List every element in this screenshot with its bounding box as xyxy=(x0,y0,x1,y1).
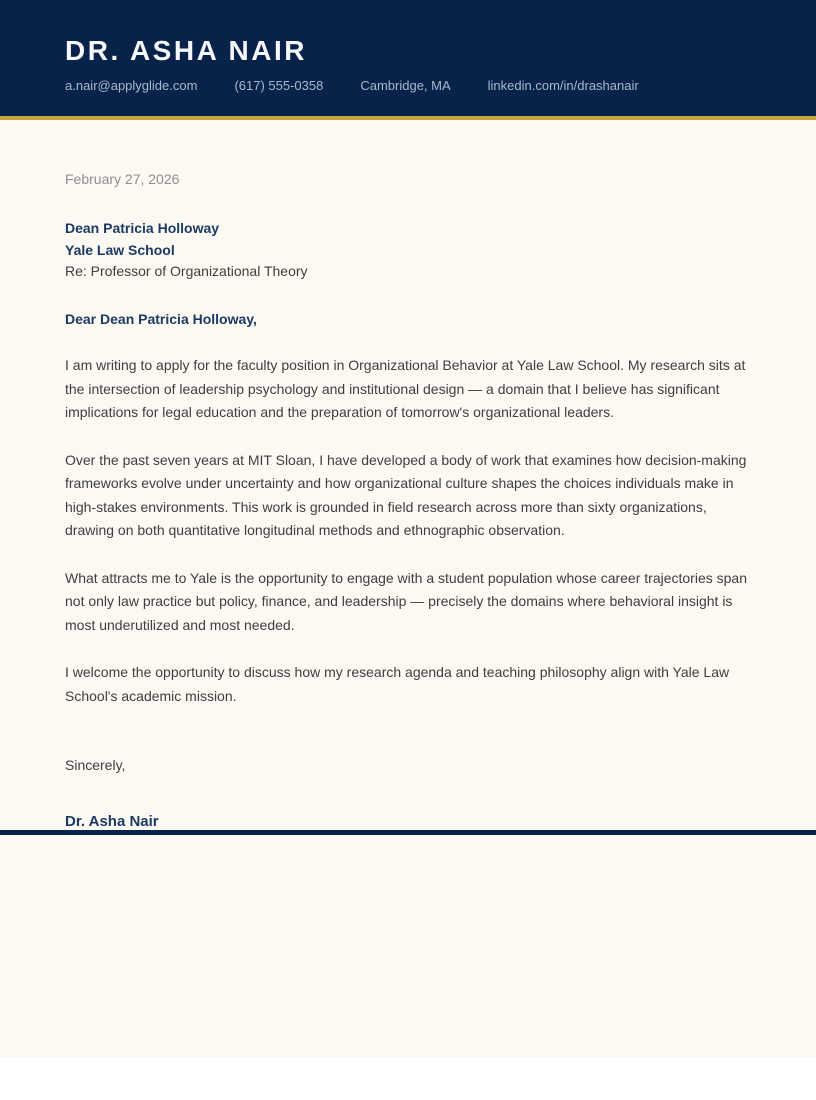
signature-name: Dr. Asha Nair xyxy=(65,812,159,830)
salutation: Dear Dean Patricia Holloway, xyxy=(65,310,257,327)
recipient-organization: Yale Law School xyxy=(65,241,175,258)
contact-location: Cambridge, MA xyxy=(360,77,451,93)
subject-line: Re: Professor of Organizational Theory xyxy=(65,263,308,279)
contact-phone: (617) 555-0358 xyxy=(234,77,324,93)
body-paragraph-3: What attracts me to Yale is the opportunity to engage with a student population whose career trajectories span not only law practice but policy, finance, and leadership — precisely the domains where behavioral insight is most underutilized and most needed. xyxy=(65,569,747,633)
letter-date: February 27, 2026 xyxy=(65,171,180,187)
contact-linkedin: linkedin.com/in/drashanair xyxy=(487,77,639,93)
address-block xyxy=(65,218,751,283)
contact-email: a.nair@applyglide.com xyxy=(65,77,198,93)
letter-body xyxy=(0,120,816,830)
letter-header xyxy=(0,0,816,120)
applicant-name: DR. ASHA NAIR xyxy=(65,35,307,66)
body-paragraph-2: Over the past seven years at MIT Sloan, I have developed a body of work that examines how decision-making frameworks evolve under uncertainty and how organizational culture shapes the choices individuals make in high-stakes environments. This work is grounded in field research across more than sixty organizations, drawing on both quantitative longitudinal methods and ethnographic observation. xyxy=(65,451,747,538)
closing: Sincerely, xyxy=(65,757,126,773)
page-bottom-blank xyxy=(0,835,816,1057)
recipient-name: Dean Patricia Holloway xyxy=(65,220,220,236)
contact-row xyxy=(65,79,751,92)
body-paragraph-4: I welcome the opportunity to discuss how my research agenda and teaching philosophy align with Yale Law School's academic mission. xyxy=(65,664,730,704)
body-paragraph-1: I am writing to apply for the faculty position in Organizational Behavior at Yale Law School. My research sits at the intersection of leadership psychology and institutional design — a domain that I believe has significant implications for legal education and the preparation of tomorrow's organizational leaders. xyxy=(65,357,746,420)
